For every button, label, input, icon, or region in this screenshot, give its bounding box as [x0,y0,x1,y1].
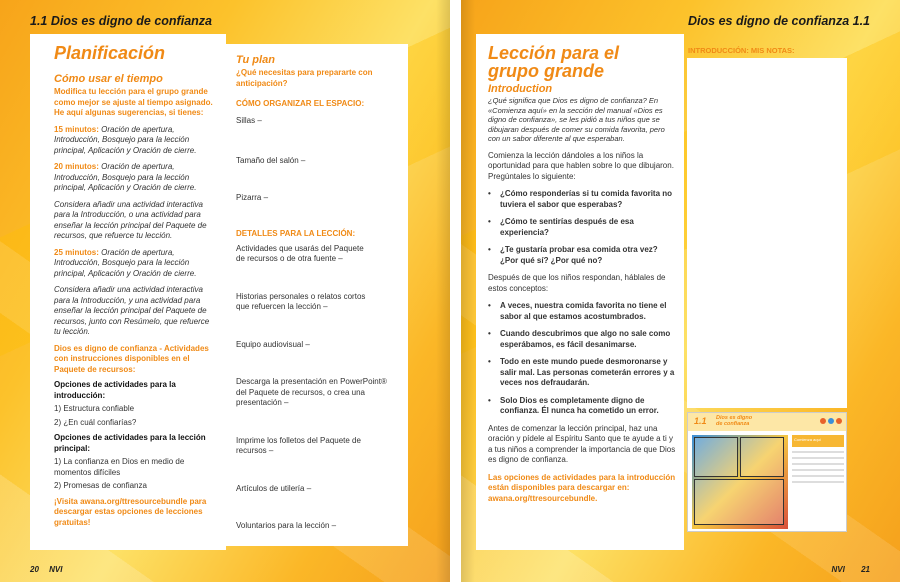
time-label-15: 15 minutos: [54,124,99,134]
lesson-title [488,44,678,80]
badge-icon [836,418,842,424]
time-option-15 [54,125,216,157]
version-label-left: NVI [49,565,63,574]
spine-shadow [461,0,475,582]
space-item[interactable]: Sillas – [236,115,262,125]
tu-plan-question: ¿Qué necesitas para prepararte con anticipación? [236,68,373,88]
download-note[interactable]: Las opciones de actividades para la introducción están disponibles para descargar en: awana.org/ttresourcebundle. [488,472,676,503]
concept-item: • Todo en este mundo puede desmoronarse y salir mal. Las personas cometerán errores y a veces nos defraudarán. [488,357,678,389]
text-line [792,451,844,453]
time-label-25: 25 minutos: [54,247,99,257]
intro-option-2: 2) ¿En cuál confiarías? [54,417,137,427]
concept-item: • A veces, nuestra comida favorita no tiene el sabor al que estamos acostumbrados. [488,301,678,322]
main-options-heading: Opciones de actividades para la lección principal: [54,433,206,453]
time-text-15: Oración de apertura, Introducción, Bosquejo para la lección principal, Aplicación y Oración de cierre. [54,124,197,155]
comic-panel [740,437,784,477]
text-line [792,475,844,477]
left-running-header [0,14,450,34]
thumbnail-title: Dios es digno de confianza [716,415,753,427]
details-item[interactable]: Imprime los folletos del Paquete de recursos – [236,435,361,455]
details-item[interactable]: Artículos de utilería – [236,483,312,493]
details-item[interactable]: Descarga la presentación en PowerPoint® del Paquete de recursos, o crea una presentación – [236,377,387,407]
spine-shadow [436,0,450,582]
comic-panel [694,437,738,477]
planificacion-panel [30,34,226,550]
visit-link-text[interactable]: ¡Visita awana.org/ttresourcebundle para descargar estas opciones de lecciones gratuitas! [54,496,207,527]
tu-plan-panel [226,44,408,546]
time-text-20: Oración de apertura, Introducción, Bosquejo para la lección principal, Aplicación y Oración de cierre. [54,162,197,192]
thumbnail-number: 1.1 [694,416,707,426]
prayer-paragraph: Antes de comenzar la lección principal, haz una oración y pídele al Espíritu Santo que te ayude a ti y a tus niños a comprender la importancia de que Dios es digno de confianza. [488,423,676,464]
planificacion-title: Planificación [54,43,166,63]
details-heading: DETALLES PARA LA LECCIÓN: [236,229,356,238]
activities-heading: Dios es digno de confianza - Actividades con instrucciones disponibles en el Paquete de recursos: [54,343,209,374]
concept-item: • Solo Dios es completamente digno de confianza. Él nunca ha cometido un error. [488,396,678,417]
lesson-title-line1: Lección para el [488,43,620,63]
thumbnail-badges [820,418,842,424]
badge-icon [828,418,834,424]
como-usar-tiempo-title: Cómo usar el tiempo [54,73,163,85]
question-item: • ¿Cómo responderías si tu comida favorita no tuviera el sabor que esperabas? [488,189,678,210]
version-label-right: NVI [831,565,845,574]
main-option-1: 1) La confianza en Dios en medio de momentos difíciles [54,457,185,477]
lead-text: ¿Qué significa que Dios es digno de confianza? En «Comienza aquí» en la sección del manual «Dios es digno de confianza», se les pidió a tus niños que se dibujaran después de comer su comida favorita, pero con un sabor diferente al que esperaban. [488,96,665,143]
text-line [792,469,844,471]
notes-heading: INTRODUCCIÓN: MIS NOTAS: [688,46,795,55]
thumbnail-side-label: Comienza aquí [792,435,844,447]
time-text-25: Oración de apertura, Introducción, Bosquejo para la lección principal, Aplicación y Oración de cierre. [54,247,197,278]
details-item[interactable]: Actividades que usarás del Paquete de recursos o de otra fuente – [236,243,364,263]
page-gutter [450,0,461,582]
right-running-header [461,14,900,34]
comic-illustration [692,435,788,529]
intro-options-heading: Opciones de actividades para la introducción: [54,380,176,400]
space-list [236,116,398,204]
intro-option-1: 1) Estructura confiable [54,404,135,413]
space-heading: CÓMO ORGANIZAR EL ESPACIO: [236,99,365,108]
main-option-2: 2) Promesas de confianza [54,481,147,490]
details-item[interactable]: Voluntarios para la lección – [236,521,337,530]
page-number-left: 20 [30,565,39,574]
text-line [792,457,844,459]
time-option-20 [54,162,216,194]
details-item[interactable]: Equipo audiovisual – [236,339,310,349]
badge-icon [820,418,826,424]
concept-item: • Cuando descubrimos que algo no sale como esperábamos, es fácil desanimarse. [488,329,678,350]
right-footer [832,565,870,574]
planificacion-intro: Modifica tu lección para el grupo grande como mejor se ajuste al tiempo asignado. He aquí algunas sugerencias, si tienes: [54,87,213,117]
right-header-text: Dios es digno de confianza 1.1 [688,14,870,28]
text-line [792,463,844,465]
time-note-25: Considera añadir una actividad interactiva para la Introducción, y una actividad para enseñar la lección principal del Paquete de recursos, junto con Resúmelo, que refuerce tu lección. [54,285,210,336]
space-item[interactable]: Tamaño del salón – [236,156,306,165]
details-item[interactable]: Historias personales o relatos cortos que refuercen la lección – [236,291,366,311]
question-item: • ¿Cómo te sentirías después de esa experiencia? [488,217,678,238]
thumbnail-side-column [792,435,844,529]
handbook-thumbnail [687,412,847,532]
details-list [236,244,398,532]
comic-panel [694,479,784,525]
left-footer [30,565,62,574]
right-page [461,0,900,582]
time-label-20: 20 minutos: [54,162,99,171]
notes-area[interactable] [687,58,847,408]
introduction-title: Introduction [488,83,553,95]
page-number-right: 21 [861,565,870,574]
text-line [792,481,844,483]
question-list [488,189,678,266]
concepts-intro: Después de que los niños respondan, háblales de estos conceptos: [488,273,666,293]
intro-paragraph: Comienza la lección dándoles a los niños la oportunidad para que hablen sobre lo que dibujaron. Pregúntales lo siguiente: [488,150,674,181]
lesson-panel [476,34,684,550]
concept-list [488,301,678,417]
time-option-25 [54,248,216,280]
question-item: • ¿Te gustaría probar esa comida otra vez? ¿Por qué sí? ¿Por qué no? [488,245,678,266]
space-item[interactable]: Pizarra – [236,192,269,202]
lesson-title-line2: grupo grande [488,61,604,81]
thumbnail-header [688,413,846,431]
left-header-text: 1.1 Dios es digno de confianza [30,14,212,28]
time-note-20: Considera añadir una actividad interactiva para la Introducción, o una actividad para enseñar la lección principal del Paquete de recursos, que refuerce tu lección. [54,199,207,240]
tu-plan-title: Tu plan [236,54,275,66]
